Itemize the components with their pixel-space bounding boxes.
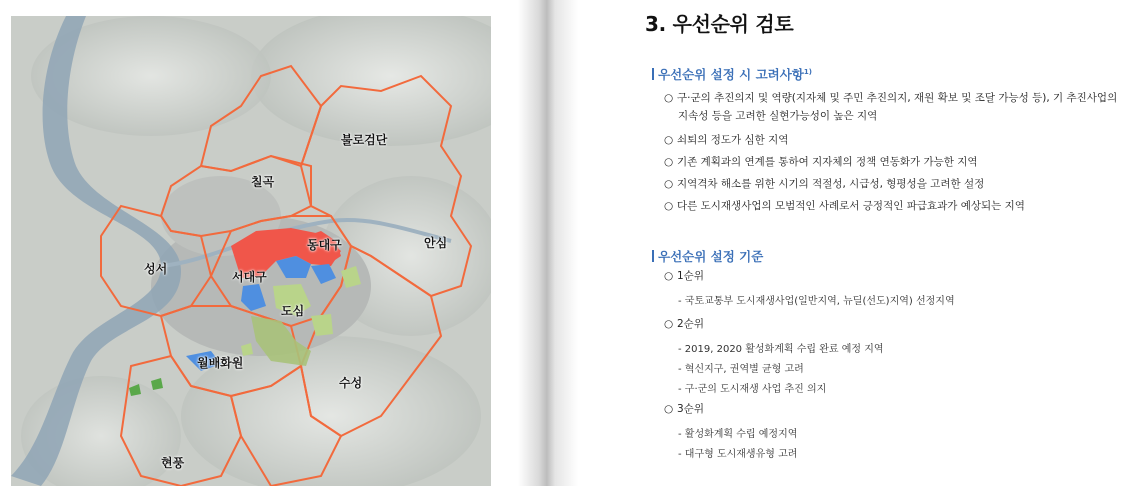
map-graphic <box>11 16 491 486</box>
consideration-text-1-cont: 지속성 등을 고려한 실현가능성이 높은 지역 <box>678 110 878 122</box>
criteria-heading <box>652 247 763 265</box>
circle-bullet-icon: ○ <box>664 178 674 190</box>
considerations-heading <box>652 65 812 83</box>
map-label-seoseo: 성서 <box>144 262 168 276</box>
circle-bullet-icon: ○ <box>664 156 674 168</box>
considerations-heading-text: 우선순위 설정 시 고려사항 <box>658 67 804 82</box>
right-page <box>578 0 1148 486</box>
rank2-detail-3: - 구·군의 도시재생 사업 추진 의지 <box>678 384 827 395</box>
map-label-seodaegu: 서대구 <box>232 270 267 284</box>
section-title: 3. 우선순위 검토 <box>645 12 794 36</box>
rank3-label: 3순위 <box>677 403 704 415</box>
rank1-label: 1순위 <box>677 270 704 282</box>
circle-bullet-icon: ○ <box>664 270 674 282</box>
map-label-dosim: 도심 <box>281 304 305 318</box>
circle-bullet-icon: ○ <box>664 92 674 104</box>
consideration-item-3 <box>664 153 1144 171</box>
consideration-item-4 <box>664 175 1144 193</box>
book-gutter <box>518 0 578 486</box>
map-label-hyeonpung: 현풍 <box>161 456 185 470</box>
rank3-detail-1: - 활성화계획 수립 예정지역 <box>678 429 798 440</box>
consideration-item-5 <box>664 197 1144 215</box>
consideration-item-2 <box>664 131 1144 149</box>
rank2-item <box>664 315 1144 333</box>
map-label-bulrodeokdan: 불로검단 <box>341 133 388 147</box>
criteria-heading-text: 우선순위 설정 기준 <box>658 249 764 264</box>
map-label-chilgok: 칠곡 <box>251 175 275 189</box>
circle-bullet-icon: ○ <box>664 318 674 330</box>
rank1-item <box>664 267 1144 285</box>
consideration-text-5: 다른 도시재생사업의 모범적인 사례로서 긍정적인 파급효과가 예상되는 지역 <box>677 200 1025 212</box>
rank3-item <box>664 400 1144 418</box>
map-label-wolbae: 월배화원 <box>197 356 244 370</box>
map-label-suseong: 수성 <box>339 376 363 390</box>
circle-bullet-icon: ○ <box>664 403 674 415</box>
left-page <box>0 0 540 486</box>
consideration-text-1: 구·군의 추진의지 및 역량(지자체 및 주민 추진의지, 재원 확보 및 조달 가능성 등), 기 추진사업의 <box>677 92 1118 104</box>
consideration-item-1 <box>664 89 1144 125</box>
rank2-detail-1: - 2019, 2020 활성화계획 수립 완료 예정 지역 <box>678 344 884 355</box>
footnote-marker: 1) <box>803 67 812 76</box>
rank1-detail-1: - 국토교통부 도시재생사업(일반지역, 뉴딜(선도)지역) 선정지역 <box>678 296 955 307</box>
consideration-text-2: 쇠퇴의 정도가 심한 지역 <box>677 134 789 146</box>
map-label-donggu: 동대구 <box>307 238 342 252</box>
circle-bullet-icon: ○ <box>664 200 674 212</box>
consideration-text-3: 기존 계획과의 연계를 통하여 지자체의 정책 연동화가 가능한 지역 <box>677 156 978 168</box>
consideration-text-4: 지역격차 해소를 위한 시기의 적절성, 시급성, 형평성을 고려한 설정 <box>677 178 985 190</box>
map-label-ansim: 안심 <box>424 236 448 250</box>
priority-map <box>11 16 491 486</box>
rank3-detail-2: - 대구형 도시재생유형 고려 <box>678 449 798 460</box>
rank2-label: 2순위 <box>677 318 704 330</box>
circle-bullet-icon: ○ <box>664 134 674 146</box>
rank2-detail-2: - 혁신지구, 권역별 균형 고려 <box>678 364 804 375</box>
